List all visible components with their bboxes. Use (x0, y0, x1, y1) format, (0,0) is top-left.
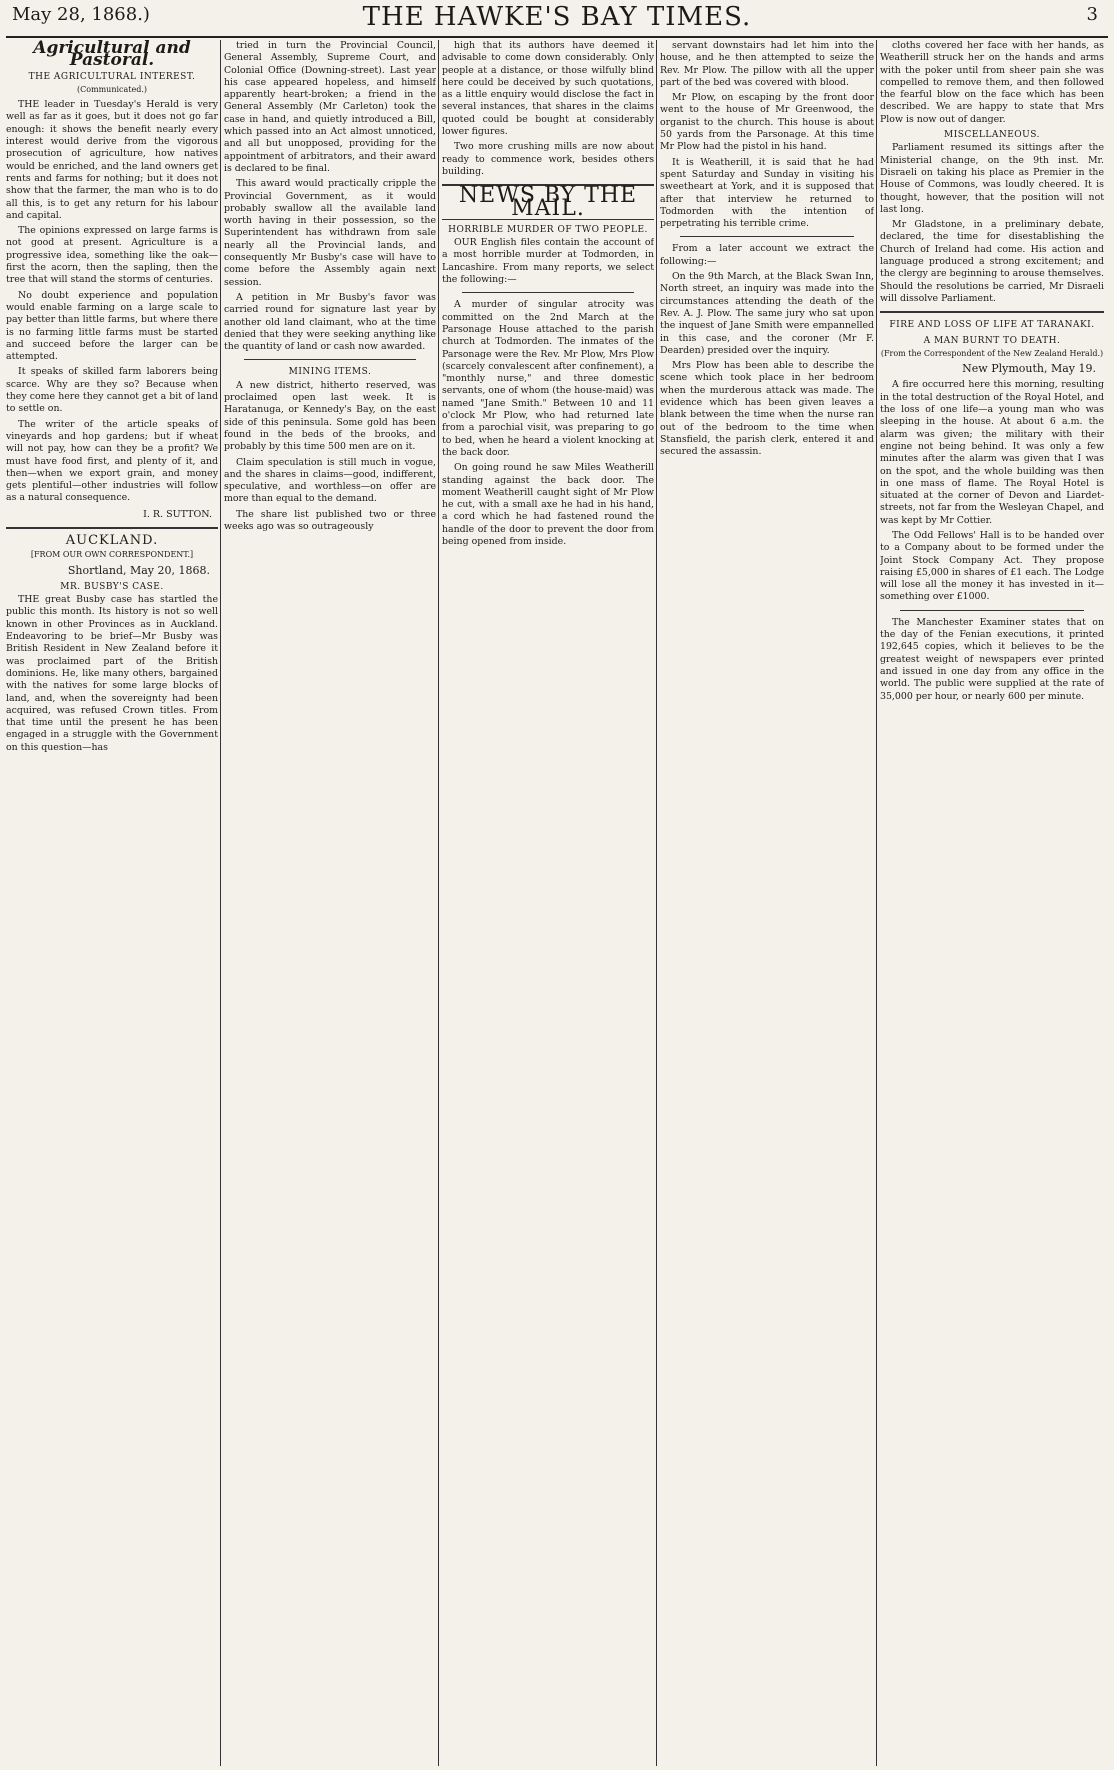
column-rule (438, 40, 439, 1766)
paragraph: The Odd Fellows' Hall is to be handed over to a Company about to be formed under the Joint Stock Company Act. They propose raising £5,000 in shares of £1 each. The Lodge will lose all the money it has invested in it—something over £1000. (880, 529, 1104, 603)
article-subtitle: MINING ITEMS. (288, 367, 372, 378)
divider (244, 359, 416, 360)
article-title: FIRE AND LOSS OF LIFE AT TARANAKI. (889, 320, 1095, 331)
paragraph: THE leader in Tuesday's Herald is very well as far as it goes, but it does not go far enough: it shows the benefit nearly every interest would derive from the vigorous prosecution of agriculture, how natives would be enriched, and the land owners get rents and farms for nothing; but it does not show that the farmer, the man who is to do all this, is to get any return for his labour and capital. (6, 99, 218, 221)
paragraph: THE great Busby case has startled the public this month. Its history is not so well known in other Provinces as in Auckland. Endeavoring to be brief—Mr Busby was British Resident in New Zealand before it was proclaimed part of the British dominions. He, like many others, bargained with the natives for some large blocks of land, and, when the sovereignty had been acquired, was refused Crown titles. From that time until the present he has been engaged in a struggle with the Government on this question—has (6, 594, 218, 753)
article-title: AUCKLAND. (65, 532, 159, 548)
paragraph: Two more crushing mills are now about ready to commence work, besides others building. (442, 141, 654, 177)
divider (880, 311, 1104, 313)
article-subtitle: MR. BUSBY'S CASE. (60, 581, 164, 592)
page-number: 3 (1086, 4, 1098, 25)
paragraph: Claim speculation is still much in vogue, and the shares in claims—good, indifferent, speculative, and worthless—on offer are more than equal to the demand. (224, 456, 436, 505)
paragraph: high that its authors have deemed it advisable to come down considerably. Only people at a distance, or those wilfully blind here could be deceived by such quotations, as a little enquiry would disclose the fact in several instances, that shares in the claims quoted could be bought at considerably lower figures. (442, 40, 654, 138)
article-title: MISCELLANEOUS. (944, 130, 1040, 141)
paragraph: A murder of singular atrocity was committed on the 2nd March at the Parsonage House attached to the parish church at Todmorden. The inmates of the Parsonage were the Rev. Mr Plow, Mrs Plow (scarcely convalescent after confinement), a "monthly nurse," and three domestic servants, one of whom (the house-maid) was named "Jane Smith." Between 10 and 11 o'clock Mr Plow, who had returned late from a parochial visit, was preparing to go to bed, when he heard a violent knocking at the back door. (442, 299, 654, 458)
column-5 (880, 40, 1104, 1766)
paragraph: From a later account we extract the following:— (660, 243, 874, 267)
column-1 (6, 40, 218, 1766)
column-2 (224, 40, 436, 1766)
paragraph: tried in turn the Provincial Council, General Assembly, Supreme Court, and Colonial Office (Downing-street). Last year his case appeared hopeless, and himself apparently heart-broken; a friend in the General Assembly (Mr Carleton) took the case in hand, and quietly introduced a Bill, which passed into an Act almost unnoticed, and all but unopposed, providing for the appointment of arbitrators, and their award is declared to be final. (224, 40, 436, 174)
dateline: New Plymouth, May 19. (962, 362, 1096, 376)
paragraph: The opinions expressed on large farms is not good at present. Agriculture is a progressive idea, something like the oak—first the acorn, then the sapling, then the tree that will stand the storms of centuries. (6, 225, 218, 286)
article-note: (Communicated.) (76, 84, 148, 94)
column-4 (660, 40, 874, 1766)
paragraph: A new district, hitherto reserved, was proclaimed open last week. It is Haratanuga, or Kennedy's Bay, on the east side of this peninsula. Some gold has been found in the beds of the brooks, and probably by this time 500 men are on it. (224, 379, 436, 453)
newspaper-title: THE HAWKE'S BAY TIMES. (362, 2, 752, 32)
article-note: (From the Correspondent of the New Zealand Herald.) (880, 348, 1104, 358)
divider (680, 236, 854, 237)
divider (6, 527, 218, 529)
masthead (6, 2, 1108, 38)
paragraph: Mrs Plow has been able to describe the scene which took place in her bedroom when the murderous attack was made. The evidence which has been given leaves a blank between the time when the nurse ran out of the bedroom to the time when Stansfield, the parish clerk, entered it and secured the assassin. (660, 360, 874, 458)
paragraph: cloths covered her face with her hands, as Weatherill struck her on the hands and arms with the poker until from sheer pain she was compelled to remove them, and then followed the fearful blow on the face which has been described. We are happy to state that Mrs Plow is now out of danger. (880, 40, 1104, 125)
section-heading: NEWS BY THE MAIL. (442, 184, 654, 220)
paragraph: Parliament resumed its sittings after the Ministerial change, on the 9th inst. Mr. Disraeli on taking his place as Premier in the House of Commons, was loudly cheered. It is thought, however, that the position will not last long. (880, 142, 1104, 215)
issue-date: May 28, 1868.) (12, 4, 150, 25)
paragraph: servant downstairs had let him into the house, and he then attempted to seize the Rev. Mr Plow. The pillow with all the upper part of the bed was covered with blood. (660, 40, 874, 88)
paragraph: Mr Plow, on escaping by the front door went to the house of Mr Greenwood, the organist to the church. This house is about 50 yards from the Parsonage. At this time Mr Plow had the pistol in his hand. (660, 92, 874, 153)
dateline: Shortland, May 20, 1868. (67, 563, 210, 577)
paragraph: OUR English files contain the account of a most horrible murder at Todmorden, in Lancashire. From many reports, we select the following:— (442, 237, 654, 286)
article-title: HORRIBLE MURDER OF TWO PEOPLE. (448, 224, 648, 235)
section-heading: Agricultural and Pastoral. (33, 40, 191, 71)
column-rule (876, 40, 877, 1766)
article-note: [FROM OUR OWN CORRESPONDENT.] (30, 550, 194, 560)
divider (900, 610, 1084, 611)
column-3 (442, 40, 654, 1766)
paragraph: The writer of the article speaks of vineyards and hop gardens; but if wheat will not pay, how can they be a profit? We must have food first, and plenty of it, and then—when we export grain, and money gets plentiful—other industries will follow as a natural consequence. (6, 418, 218, 504)
paragraph: On the 9th March, at the Black Swan Inn, North street, an inquiry was made into the circumstances attending the death of the Rev. A. J. Plow. The same jury who sat upon the inquest of Jane Smith were empannelled in this case, and the coroner (Mr F. Dearden) presided over the inquiry. (660, 271, 874, 356)
paragraph: A petition in Mr Busby's favor was carried round for signature last year by another old land claimant, who at the time denied that they were seeking anything like the quantity of land or cash now awarded. (224, 291, 436, 353)
article-title: THE AGRICULTURAL INTEREST. (28, 71, 196, 82)
paragraph: Mr Gladstone, in a preliminary debate, declared, the time for disestablishing the Church of Ireland had come. His action and language produced a strong excitement; and the clergy are beginning to arouse themselves. Should the resolutions be carried, Mr Disraeli will dissolve Parliament. (880, 219, 1104, 304)
paragraph: This award would practically cripple the Provincial Government, as it would probably swallow all the available land worth having in their possession, so the Superintendent has withdrawn from sale nearly all the Provincial lands, and consequently Mr Busby's case will have to come before the Assembly again next session. (224, 178, 436, 288)
paragraph: The share list published two or three weeks ago was so outrageously (224, 508, 436, 532)
article-subtitle: A MAN BURNT TO DEATH. (923, 335, 1061, 346)
signature: I. R. SUTTON. (143, 508, 212, 520)
paragraph: It is Weatherill, it is said that he had spent Saturday and Sunday in visiting his sweetheart at York, and it is supposed that after that interview he returned to Todmorden with the intention of perpetrating his terrible crime. (660, 156, 874, 230)
paragraph: A fire occurred here this morning, resulting in the total destruction of the Royal Hotel, and the loss of one life—a young man who was sleeping in the house. At about 6 a.m. the alarm was given; the military with their engine not being behind. It was only a few minutes after the alarm was given that I was on the spot, and the whole building was then in one mass of flame. The Royal Hotel is situated at the corner of Devon and Liardet-streets, not far from the Wesleyan Chapel, and was kept by Mr Cottier. (880, 379, 1104, 526)
paragraph: No doubt experience and population would enable farming on a large scale to pay better than little farms, but where there is no farming little farms must be started and succeed before the larger can be attempted. (6, 289, 218, 363)
paragraph: On going round he saw Miles Weatherill standing against the back door. The moment Weatherill caught sight of Mr Plow he cut, with a small axe he had in his hand, a cord which he had fastened round the handle of the door to prevent the door from being opened from inside. (442, 462, 654, 547)
divider (462, 292, 634, 293)
paragraph: The Manchester Examiner states that on the day of the Fenian executions, it printed 192,645 copies, which it believes to be the greatest weight of newspapers ever printed and issued in one day from any office in the world. The public were supplied at the rate of 35,000 per hour, or nearly 600 per minute. (880, 616, 1104, 702)
paragraph: It speaks of skilled farm laborers being scarce. Why are they so? Because when they come here they cannot get a bit of land to settle on. (6, 366, 218, 415)
column-rule (220, 40, 221, 1766)
column-rule (656, 40, 657, 1766)
